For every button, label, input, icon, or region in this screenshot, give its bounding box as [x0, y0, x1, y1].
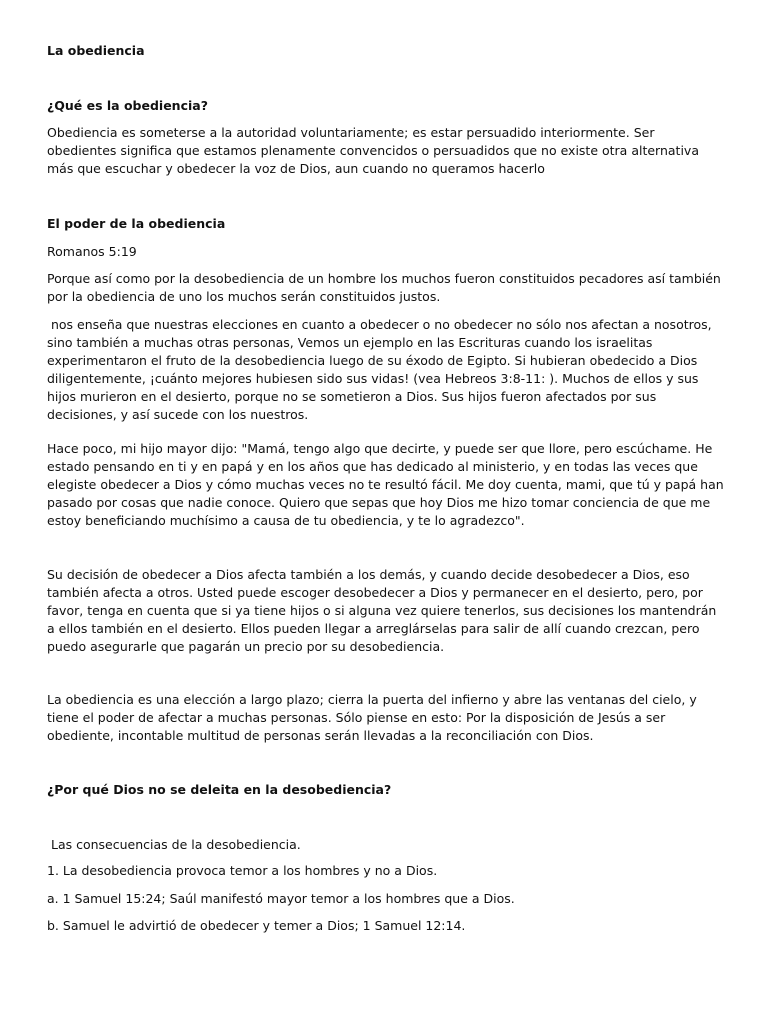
section-heading-why-not: ¿Por qué Dios no se deleita en la desobediencia?: [47, 782, 392, 797]
list-item-b: b. Samuel le advirtió de obedecer y temer a Dios; 1 Samuel 12:14.: [47, 918, 466, 933]
paragraph-long-term: La obediencia es una elección a largo plazo; cierra la puerta del infierno y abre las ventanas del cielo, y tiene el poder de afectar a muchas personas. Sólo piense en esto: Por la disposición de Jesús a ser obediente, incontable multitud de personas serán llevadas a la reconciliación con Dios.: [47, 692, 697, 743]
list-item-1: 1. La desobediencia provoca temor a los hombres y no a Dios.: [47, 863, 438, 878]
paragraph-romans: Porque así como por la desobediencia de un hombre los muchos fueron constituidos pecadores así también por la obediencia de uno los muchos serán constituidos justos.: [47, 271, 721, 304]
list-item-a: a. 1 Samuel 15:24; Saúl manifestó mayor temor a los hombres que a Dios.: [47, 891, 515, 906]
scripture-reference: Romanos 5:19: [47, 244, 137, 259]
document-title: La obediencia: [47, 43, 145, 58]
paragraph-israelites: nos enseña que nuestras elecciones en cuanto a obedecer o no obedecer no sólo nos afectan a nosotros, sino también a muchas otras personas, Vemos un ejemplo en las Escrituras cuando los israelitas experimentaron el fruto de la desobediencia luego de su éxodo de Egipto. Si hubieran obedecido a Dios diligentemente, ¡cuánto mejores hubiesen sido sus vidas! (vea Hebreos 3:8-11: ). Muchos de ellos y sus hijos murieron en el desierto, porque no se sometieron a Dios. Sus hijos fueron afectados por sus decisiones, y así sucede con los nuestros.: [47, 317, 716, 422]
paragraph-son-quote: Hace poco, mi hijo mayor dijo: "Mamá, tengo algo que decirte, y puede ser que llore, pero escúchame. He estado pensando en ti y en papá y en los años que has dedicado al ministerio, y en todas las veces que elegiste obedecer a Dios y cómo muchas veces no te resultó fácil. Me doy cuenta, mami, que tú y papá han pasado por cosas que nadie conoce. Quiero que sepas que hoy Dios me hizo tomar conciencia de que me estoy beneficiando muchísimo a causa de tu obediencia, y te lo agradezco".: [47, 441, 724, 528]
section-heading-what-is: ¿Qué es la obediencia?: [47, 98, 208, 113]
consequences-heading: Las consecuencias de la desobediencia.: [47, 837, 301, 852]
paragraph-decision: Su decisión de obedecer a Dios afecta también a los demás, y cuando decide desobedecer a Dios, eso también afecta a otros. Usted puede escoger desobedecer a Dios y permanecer en el desierto, pero, por favor, tenga en cuenta que si ya tiene hijos o si alguna vez quiere tenerlos, sus decisiones los mantendrán a ellos también en el desierto. Ellos pueden llegar a arreglárselas para salir de allí cuando crezcan, pero puedo asegurarle que pagarán un precio por su desobediencia.: [47, 567, 717, 654]
paragraph-definition: Obediencia es someterse a la autoridad voluntariamente; es estar persuadido interiormente. Ser obedientes significa que estamos plenamente convencidos o persuadidos que no existe otra alternativa más que escuchar y obedecer la voz de Dios, aun cuando no queramos hacerlo: [47, 125, 699, 176]
section-heading-power: El poder de la obediencia: [47, 216, 226, 231]
